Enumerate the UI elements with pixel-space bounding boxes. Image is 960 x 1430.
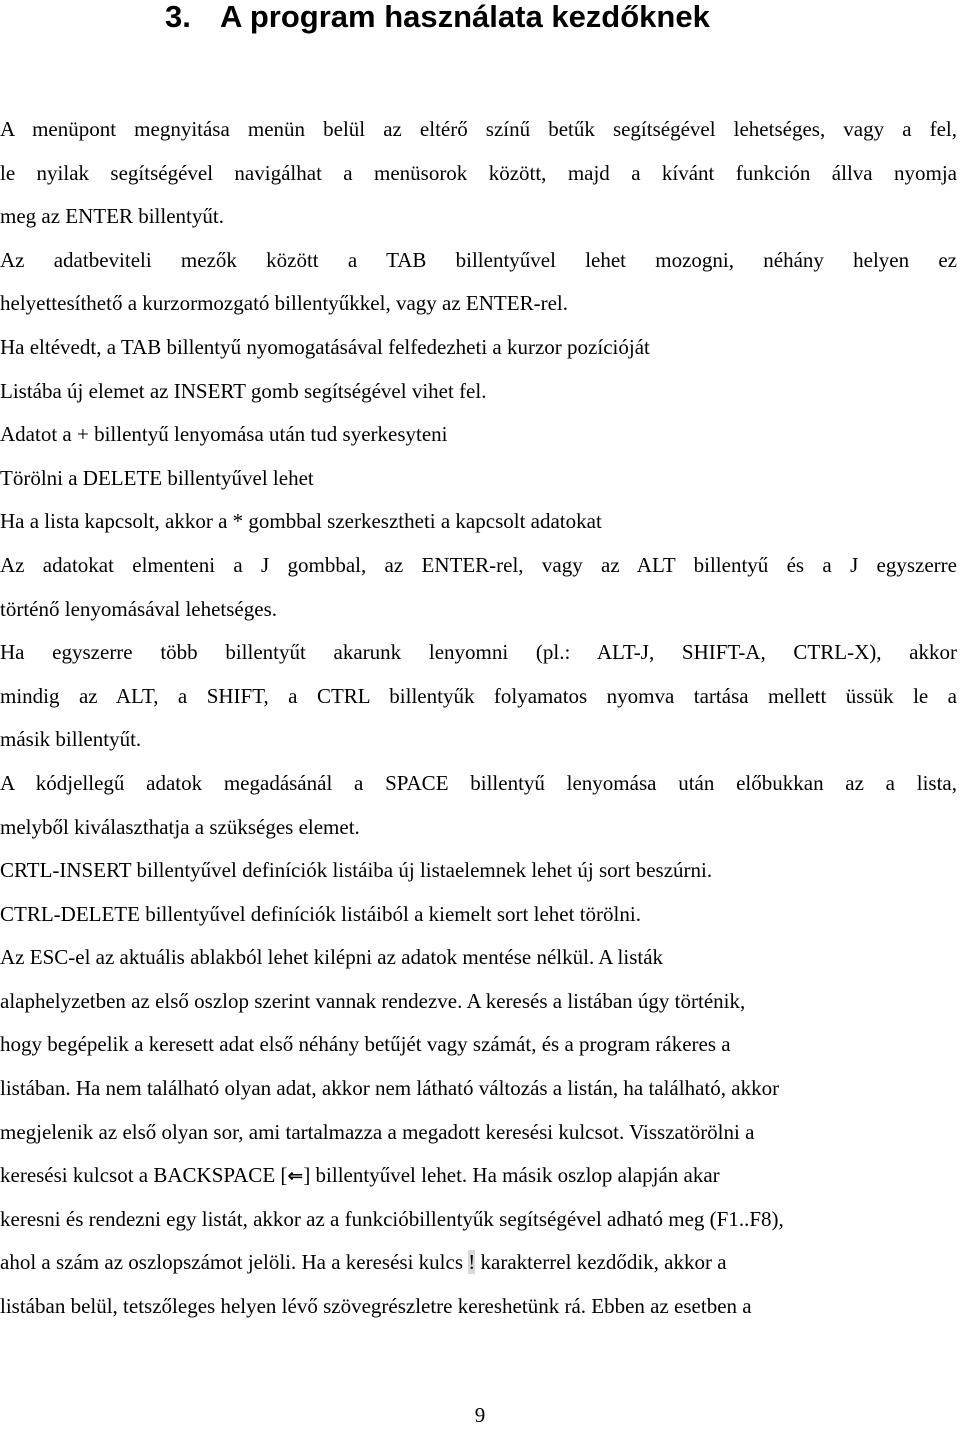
text-line-backspace <box>0 1154 957 1198</box>
body-text <box>0 108 957 1329</box>
text-line: mindig az ALT, a SHIFT, a CTRL billentyűk folyamatos nyomva tartása mellett üssük le a <box>0 683 957 708</box>
text-line: történő lenyomásával lehetséges. <box>0 596 277 621</box>
text-line: Ha a lista kapcsolt, akkor a * gombbal szerkesztheti a kapcsolt adatokat <box>0 509 602 534</box>
text-line: Az adatokat elmenteni a J gombbal, az ENTER-rel, vagy az ALT billentyű és a J egyszerre <box>0 552 957 577</box>
text-line: megjelenik az első olyan sor, ami tartalmazza a megadott keresési kulcsot. Visszatörölni a <box>0 1119 755 1144</box>
text-line: helyettesíthető a kurzormozgató billentyűkkel, vagy az ENTER-rel. <box>0 291 568 316</box>
text-span: keresési kulcsot a BACKSPACE [ <box>0 1163 288 1188</box>
text-line: melyből kiválaszthatja a szükséges elemet. <box>0 814 360 839</box>
chapter-number: 3. <box>165 0 191 34</box>
text-line: meg az ENTER billentyűt. <box>0 204 224 229</box>
text-line: keresni és rendezni egy listát, akkor az a funkcióbillentyűk segítségével adható meg (F1..F8), <box>0 1206 784 1231</box>
text-line: CTRL-DELETE billentyűvel definíciók listáiból a kiemelt sort lehet törölni. <box>0 901 641 926</box>
text-line: másik billentyűt. <box>0 727 142 752</box>
text-line: A menüpont megnyitása menün belül az eltérő színű betűk segítségével lehetséges, vagy a fel, <box>0 117 957 141</box>
text-line: Törölni a DELETE billentyűvel lehet <box>0 465 314 490</box>
text-span: ] billentyűvel lehet. Ha másik oszlop alapján akar <box>303 1163 720 1188</box>
text-line: A kódjellegű adatok megadásánál a SPACE billentyű lenyomása után előbukkan az a lista, <box>0 770 957 795</box>
text-line: CRTL-INSERT billentyűvel definíciók listáiba új listaelemnek lehet új sort beszúrni. <box>0 858 713 883</box>
text-line: Az ESC-el az aktuális ablakból lehet kilépni az adatok mentése nélkül. A listák <box>0 945 664 970</box>
text-line: alaphelyzetben az első oszlop szerint vannak rendezve. A keresés a listában úgy történik, <box>0 988 746 1013</box>
highlighted-exclamation-mark: ! <box>468 1250 476 1275</box>
text-span: karakterrel kezdődik, akkor a <box>475 1250 727 1275</box>
text-line: Adatot a + billentyű lenyomása után tud syerkesyteni <box>0 422 448 447</box>
text-line: hogy begépelik a keresett adat első néhány betűjét vagy számát, és a program rákeres a <box>0 1032 731 1057</box>
left-arrow-icon: ⇐ <box>287 1165 304 1188</box>
text-span: ahol a szám az oszlopszámot jelöli. Ha a keresési kulcs <box>0 1250 469 1275</box>
text-line: listában. Ha nem található olyan adat, akkor nem látható változás a listán, ha található, akkor <box>0 1076 780 1101</box>
text-line: Az adatbeviteli mezők között a TAB billentyűvel lehet mozogni, néhány helyen ez <box>0 247 957 272</box>
text-line-exclaim <box>0 1241 957 1285</box>
text-line: listában belül, tetszőleges helyen lévő szövegrészletre kereshetünk rá. Ebben az esetben a <box>0 1294 752 1319</box>
text-line: Ha eltévedt, a TAB billentyű nyomogatásával felfedezheti a kurzor pozícióját <box>0 334 650 359</box>
page-number: 9 <box>474 1403 486 1427</box>
text-line: Ha egyszerre több billentyűt akarunk lenyomni (pl.: ALT-J, SHIFT-A, CTRL-X), akkor <box>0 640 957 665</box>
text-line: Listába új elemet az INSERT gomb segítségével vihet fel. <box>0 378 487 403</box>
chapter-title: A program használata kezdőknek <box>220 0 710 34</box>
text-line: le nyilak segítségével navigálhat a menüsorok között, majd a kívánt funkción állva nyomja <box>0 160 957 185</box>
